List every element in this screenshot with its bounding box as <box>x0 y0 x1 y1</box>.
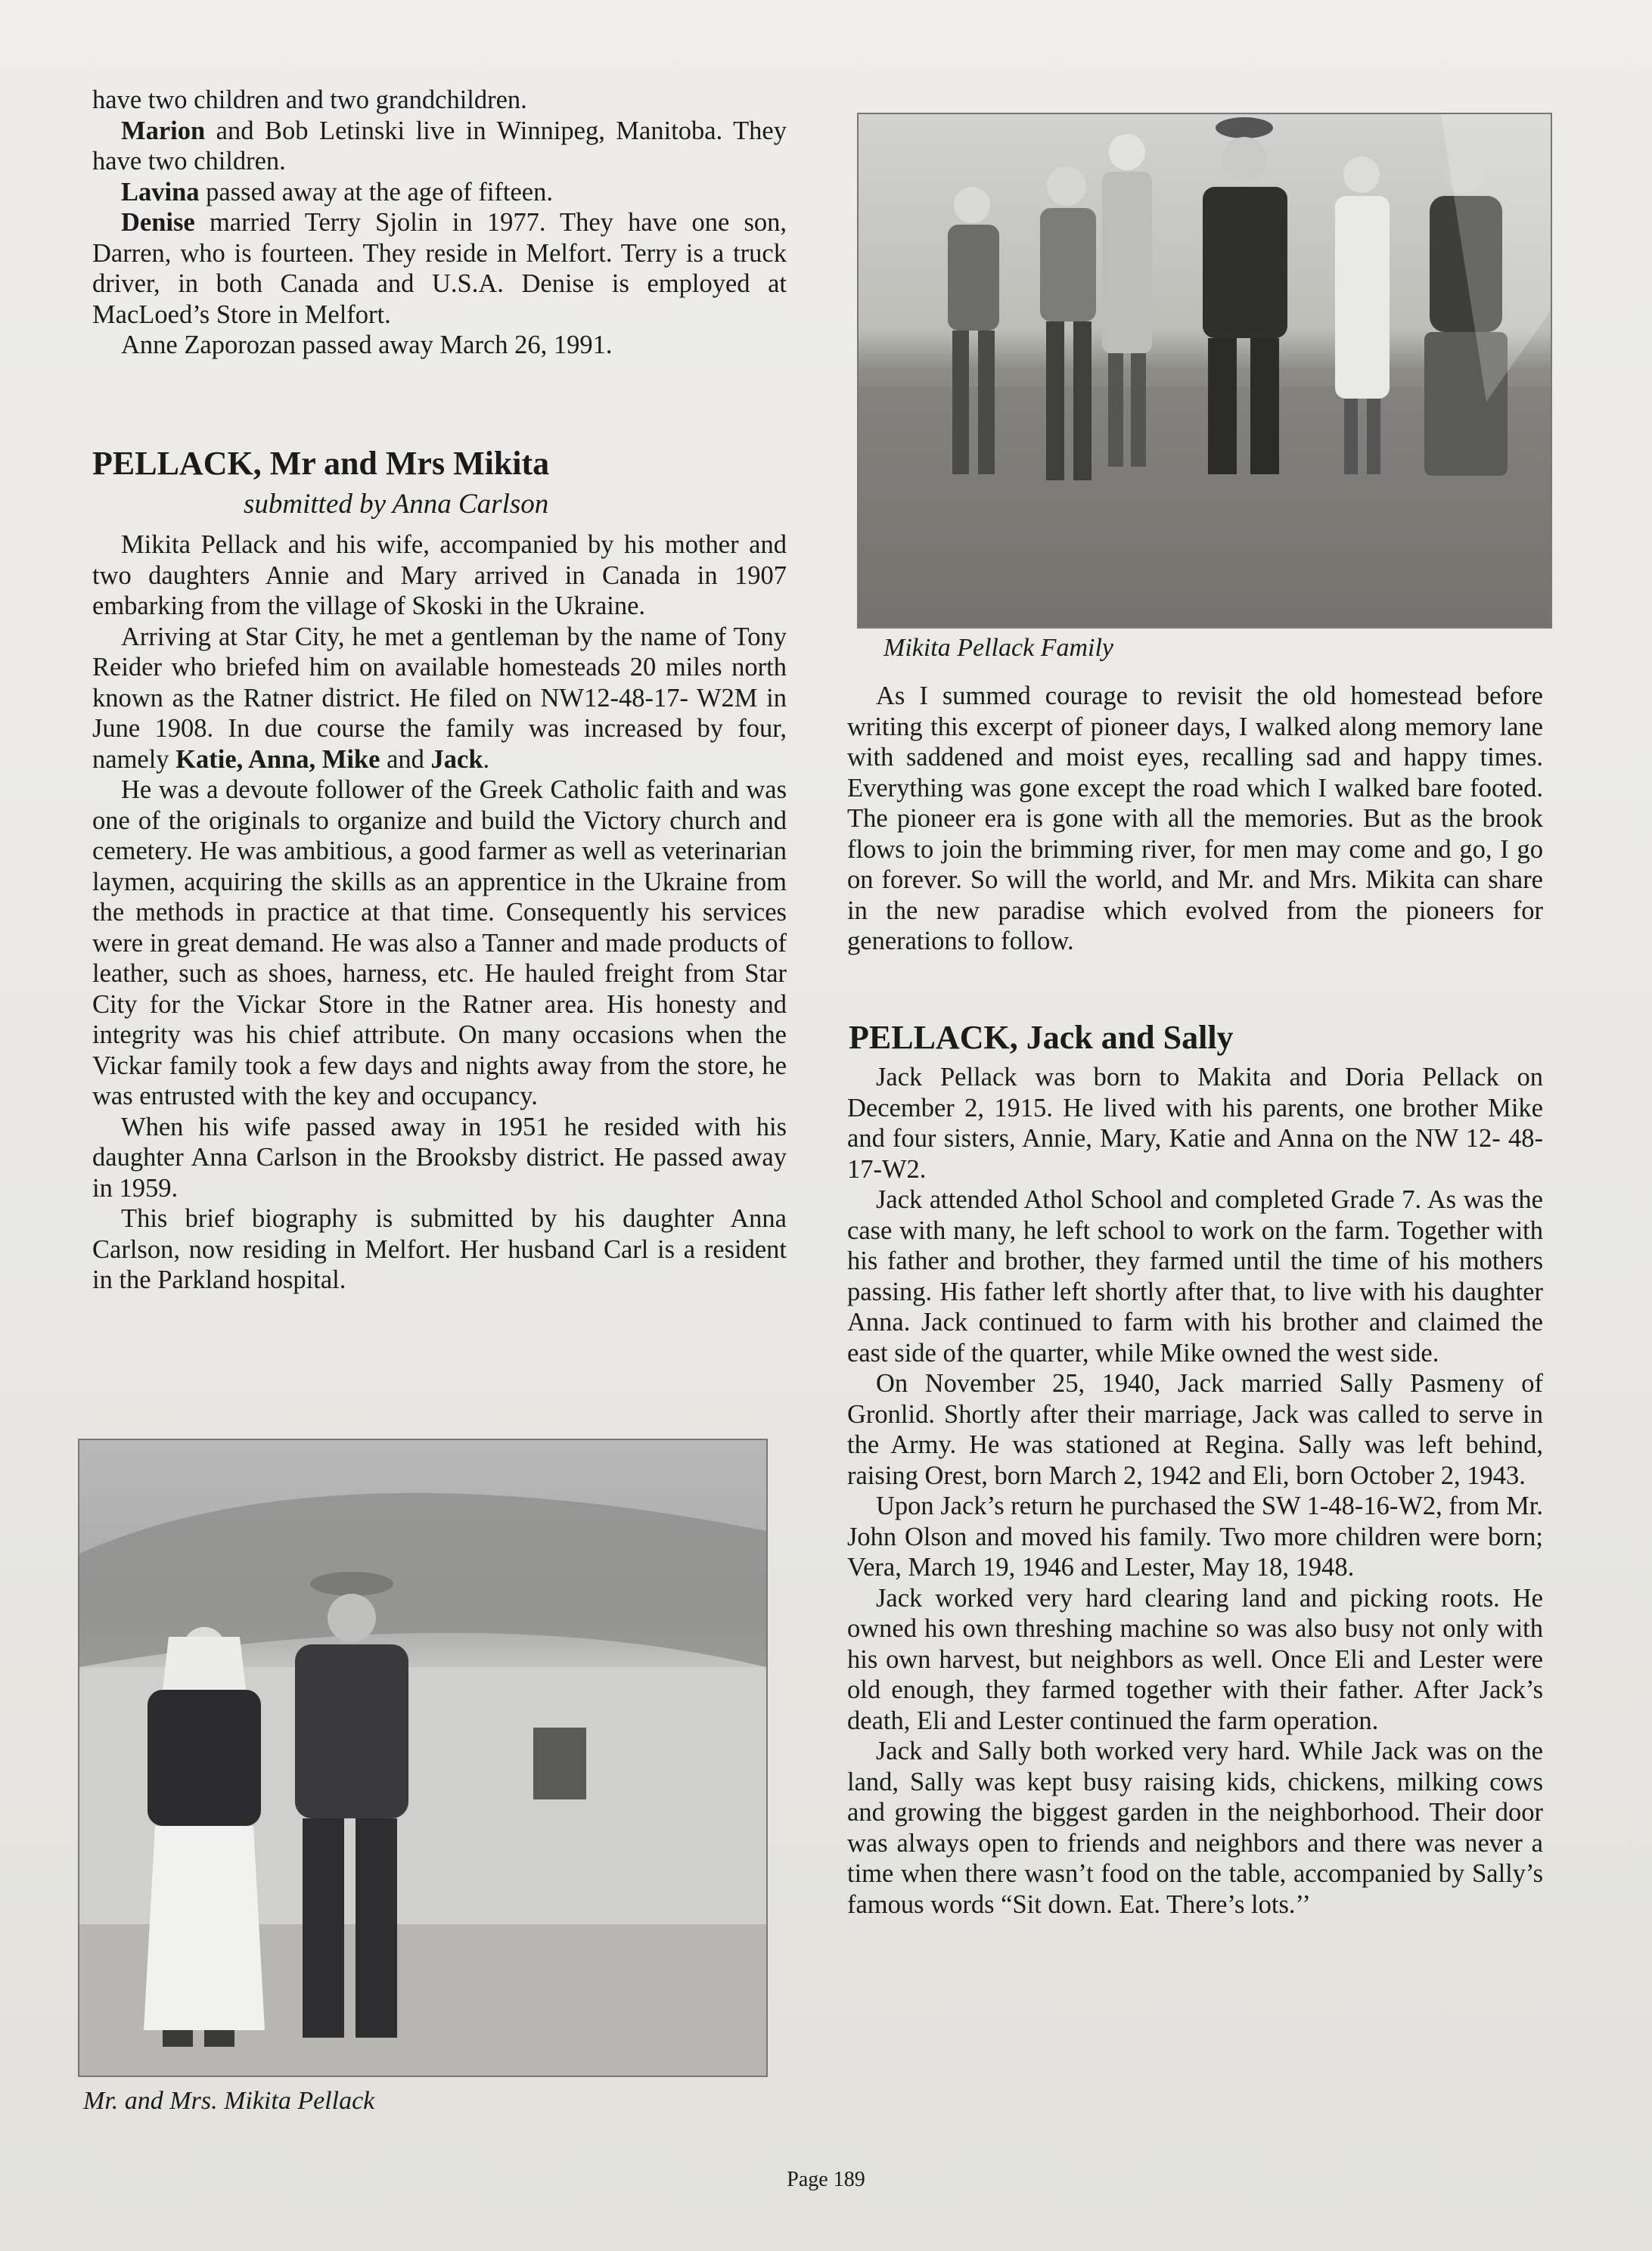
page-number: Page 189 <box>787 2168 865 2191</box>
article2-paragraph-3: On November 25, 1940, Jack married Sally Pasmeny of Gronlid. Shortly after their marriage, Jack was called to serve in the Army. He was stationed at Regina. Sally was left behind, raising Orest, born March 2, 1942 and Eli, born October 2, 1943. <box>847 1369 1543 1490</box>
intro-paragraph-1: have two children and two grandchildren. <box>92 85 527 114</box>
caption-family-photo: Mikita Pellack Family <box>883 634 1113 662</box>
intro-paragraph-denise <box>92 207 787 330</box>
article1-paragraph-3: He was a devoute follower of the Greek Catholic faith and was one of the originals to organize and build the Victory church and cemetery. He was ambitious, a good farmer as well as veterinarian laymen, acquiring the skills as an apprentice in the Ukraine from the methods in practice at that time. Consequently his services were in great demand. He was also a Tanner and made products of leather, such as shoes, harness, etc. He hauled freight from Star City for the Vickar Store in the Ratner area. His honesty and integrity was his chief attribute. On many occasions when the Vickar family took a few days and nights away from the store, he was entrusted with the key and occupancy. <box>92 775 787 1110</box>
article1-paragraph-5: This brief biography is submitted by his daughter Anna Carlson, now residing in Melfort. Her husband Carl is a resident in the Parkland hospital. <box>92 1204 787 1294</box>
article1-p2-end: . <box>483 744 490 774</box>
denise-text: married Terry Sjolin in 1977. They have one son, Darren, who is fourteen. They reside in Melfort. Terry is a truck driver, in both Canada and U.S.A. Denise is employed at MacLoed’s Store in Melfort. <box>92 208 787 329</box>
intro-paragraph-lavina <box>92 177 787 208</box>
article1-paragraph-2 <box>92 622 787 775</box>
article1-p2-mid: and <box>380 744 431 774</box>
article-heading-jack-sally: PELLACK, Jack and Sally <box>849 1019 1234 1056</box>
article-heading-mikita: PELLACK, Mr and Mrs Mikita <box>92 445 550 482</box>
article1-p2-start: Arriving at Star City, he met a gentleman by the name of Tony Reider who briefed him on available homesteads 20 miles north known as the Ratner district. He filed on NW12-48-17- W2M in June 1908. In due course the family was increased by four, namely <box>92 622 787 774</box>
family-photo <box>857 113 1552 629</box>
article2-body <box>847 1062 1543 1920</box>
article1-body-right <box>847 681 1543 957</box>
article2-paragraph-1: Jack Pellack was born to Makita and Doria Pellack on December 2, 1915. He lived with his parents, one brother Mike and four sisters, Annie, Mary, Katie and Anna on the NW 12- 48-17-W2. <box>847 1063 1543 1184</box>
article2-paragraph-2: Jack attended Athol School and completed Grade 7. As was the case with many, he left school to work on the farm. Together with his father and brother, they farmed until the time of his mothers passing. His father left shortly after that, to live with his daughter Anna. Jack continued to farm with his brother and claimed the east side of the quarter, while Mike owned the west side. <box>847 1185 1543 1368</box>
article2-paragraph-6: Jack and Sally both worked very hard. While Jack was on the land, Sally was kept busy raising kids, chickens, milking cows and growing the biggest garden in the neighborhood. Their door was always open to friends and neighbors and there was never a time when there wasn’t food on the table, accompanied by Sally’s famous words “Sit down. Eat. There’s lots.’’ <box>847 1737 1543 1919</box>
article1-paragraph-1: Mikita Pellack and his wife, accompanied by his mother and two daughters Annie and Mary arrived in Canada in 1907 embarking from the village of Skoski in the Ukraine. <box>92 530 787 620</box>
intro-paragraph-anne: Anne Zaporozan passed away March 26, 1991. <box>121 331 613 359</box>
intro-paragraph-marion <box>92 116 787 177</box>
lavina-text: passed away at the age of fifteen. <box>199 177 553 206</box>
child-name-jack: Jack <box>430 744 483 774</box>
couple-photo <box>78 1439 768 2077</box>
article1-body-left <box>92 529 787 1296</box>
article2-paragraph-5: Jack worked very hard clearing land and picking roots. He owned his own threshing machine so was also busy not only with his own harvest, but neighbors as well. Once Eli and Lester were old enough, they farmed together with their father. After Jack’s death, Eli and Lester continued the farm operation. <box>847 1583 1543 1735</box>
name-lavina: Lavina <box>121 177 200 206</box>
left-intro-text <box>92 85 787 361</box>
article2-paragraph-4: Upon Jack’s return he purchased the SW 1-48-16-W2, from Mr. John Olson and moved his family. Two more children were born; Vera, March 19, 1946 and Lester, May 18, 1948. <box>847 1492 1543 1582</box>
caption-couple-photo: Mr. and Mrs. Mikita Pellack <box>83 2087 375 2115</box>
marion-text: and Bob Letinski live in Winnipeg, Manitoba. They have two children. <box>92 116 787 175</box>
name-marion: Marion <box>121 116 206 145</box>
family-photo-image <box>859 114 1551 627</box>
couple-photo-image <box>79 1440 766 2076</box>
article1-paragraph-6: As I summed courage to revisit the old homestead before writing this excerpt of pioneer days, I walked along memory lane with saddened and moist eyes, recalling sad and happy times. Everything was gone except the road which I walked bare footed. The pioneer era is gone with all the memories. But as the brook flows to join the brimming river, for men may come and go, I go on forever. So will the world, and Mr. and Mrs. Mikita can share in the new paradise which evolved from the pioneers for generations to follow. <box>847 682 1543 955</box>
article1-paragraph-4: When his wife passed away in 1951 he resided with his daughter Anna Carlson in the Brooksby district. He passed away in 1959. <box>92 1112 787 1203</box>
article-byline: submitted by Anna Carlson <box>244 489 549 520</box>
children-names: Katie, Anna, Mike <box>175 744 380 774</box>
name-denise: Denise <box>121 208 195 237</box>
